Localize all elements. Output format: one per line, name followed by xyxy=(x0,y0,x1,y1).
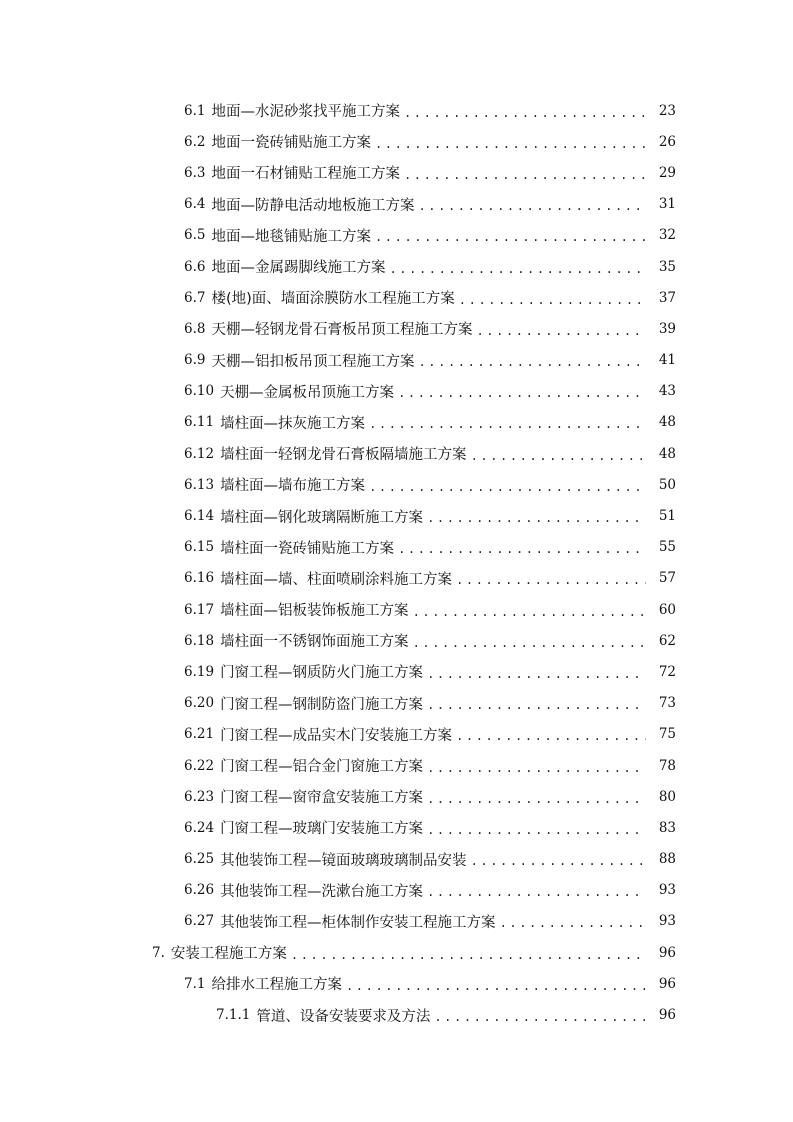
toc-dot-leader xyxy=(418,198,646,214)
toc-entry[interactable] xyxy=(0,345,793,376)
toc-entry-title: 地面—地毯铺贴施工方案 xyxy=(211,228,371,245)
toc-entry-number: 6.7 xyxy=(184,289,206,306)
toc-entry[interactable] xyxy=(0,407,793,438)
toc-dot-leader xyxy=(456,572,646,588)
toc-entry[interactable] xyxy=(0,906,793,937)
toc-dot-leader xyxy=(427,510,646,526)
toc-entry[interactable] xyxy=(0,126,793,157)
toc-dot-leader xyxy=(404,105,646,121)
toc-entry-page-number: 72 xyxy=(658,663,676,680)
toc-entry-number: 6.15 xyxy=(184,539,215,556)
toc-entry-title: 其他装饰工程—镜面玻璃玻璃制品安装 xyxy=(220,852,467,869)
toc-entry-page-number: 83 xyxy=(658,819,676,836)
toc-entry-number: 6.14 xyxy=(184,508,215,525)
toc-entry-page-number: 35 xyxy=(658,258,676,275)
toc-entry-title: 门窗工程—铝合金门窗施工方案 xyxy=(220,759,424,776)
toc-entry[interactable] xyxy=(0,656,793,687)
toc-entry-title: 门窗工程—成品实木门安装施工方案 xyxy=(220,727,453,744)
toc-entry-number: 6.20 xyxy=(184,695,215,712)
toc-entry-number: 7.1 xyxy=(184,975,206,992)
toc-entry-number: 6.25 xyxy=(184,851,215,868)
toc-entry-number: 6.27 xyxy=(184,913,215,930)
toc-entry-title: 其他装饰工程—洗漱台施工方案 xyxy=(220,883,424,900)
toc-entry-title: 墙柱面一不锈钢饰面施工方案 xyxy=(220,634,409,651)
toc-entry-number: 6.10 xyxy=(184,383,215,400)
toc-dot-leader xyxy=(291,947,646,963)
toc-entry-page-number: 50 xyxy=(658,476,676,493)
toc-entry-number: 6.5 xyxy=(184,227,206,244)
toc-entry[interactable] xyxy=(0,875,793,906)
toc-entry-page-number: 73 xyxy=(658,695,676,712)
toc-dot-leader xyxy=(418,354,646,370)
toc-dot-leader xyxy=(369,479,646,495)
toc-entry-number: 6.18 xyxy=(184,632,215,649)
toc-entry-title: 其他装饰工程—柜体制作安装工程施工方案 xyxy=(220,914,496,931)
toc-entry-page-number: 62 xyxy=(658,632,676,649)
toc-entry-page-number: 23 xyxy=(658,102,676,119)
toc-dot-leader xyxy=(427,697,646,713)
toc-entry-number: 6.12 xyxy=(184,445,215,462)
toc-entry-number: 6.22 xyxy=(184,757,215,774)
toc-entry[interactable] xyxy=(0,282,793,313)
toc-entry[interactable] xyxy=(0,95,793,126)
toc-entry[interactable] xyxy=(0,438,793,469)
toc-entry-title: 墙柱面一瓷砖铺贴施工方案 xyxy=(220,540,395,557)
toc-entry-page-number: 60 xyxy=(658,601,676,618)
toc-entry-page-number: 51 xyxy=(658,508,676,525)
toc-dot-leader xyxy=(398,385,646,401)
toc-entry[interactable] xyxy=(0,812,793,843)
toc-entry-title: 地面—金属踢脚线施工方案 xyxy=(211,260,386,277)
toc-entry[interactable] xyxy=(0,688,793,719)
toc-entry-number: 6.17 xyxy=(184,601,215,618)
toc-entry-page-number: 29 xyxy=(658,164,676,181)
toc-entry-title: 门窗工程—窗帘盒安装施工方案 xyxy=(220,790,424,807)
toc-entry[interactable] xyxy=(0,220,793,251)
toc-entry-title: 地面—水泥砂浆找平施工方案 xyxy=(211,104,400,121)
toc-entry-title: 墙柱面—钢化玻璃隔断施工方案 xyxy=(220,509,424,526)
toc-entry-title: 墙柱面—墙、柱面喷刷涂料施工方案 xyxy=(220,571,453,588)
toc-entry-title: 管道、设备安装要求及方法 xyxy=(256,1008,431,1025)
toc-dot-leader xyxy=(427,666,646,682)
toc-entry-number: 6.23 xyxy=(184,788,215,805)
toc-entry-page-number: 55 xyxy=(658,539,676,556)
toc-entry-number: 6.19 xyxy=(184,663,215,680)
toc-entry[interactable] xyxy=(0,251,793,282)
toc-entry-page-number: 93 xyxy=(658,913,676,930)
toc-entry[interactable] xyxy=(0,968,793,999)
toc-entry-number: 6.13 xyxy=(184,476,215,493)
toc-entry[interactable] xyxy=(0,625,793,656)
toc-entry-number: 7.1.1 xyxy=(216,1007,251,1024)
toc-entry-page-number: 96 xyxy=(658,944,676,961)
toc-dot-leader xyxy=(434,1009,646,1025)
toc-entry[interactable] xyxy=(0,313,793,344)
toc-entry[interactable] xyxy=(0,189,793,220)
toc-dot-leader xyxy=(404,167,646,183)
toc-entry-number: 6.24 xyxy=(184,819,215,836)
toc-entry-number: 6.16 xyxy=(184,570,215,587)
toc-entry-number: 6.3 xyxy=(184,164,206,181)
toc-entry-page-number: 78 xyxy=(658,757,676,774)
toc-dot-leader xyxy=(375,136,646,152)
toc-entry-title: 墙柱面一轻钢龙骨石膏板隔墙施工方案 xyxy=(220,447,467,464)
toc-entry-title: 天棚—金属板吊顶施工方案 xyxy=(220,384,395,401)
toc-entry-title: 楼(地)面、墙面涂膜防水工程施工方案 xyxy=(211,291,455,308)
toc-entry-page-number: 88 xyxy=(658,851,676,868)
toc-entry[interactable] xyxy=(0,750,793,781)
toc-entry-page-number: 75 xyxy=(658,726,676,743)
toc-entry-page-number: 41 xyxy=(658,352,676,369)
toc-dot-leader xyxy=(427,791,646,807)
toc-entry-title: 门窗工程—钢质防火门施工方案 xyxy=(220,665,424,682)
toc-entry-page-number: 96 xyxy=(658,1007,676,1024)
toc-entry-page-number: 96 xyxy=(658,975,676,992)
toc-entry-title: 安装工程施工方案 xyxy=(170,946,287,963)
toc-entry[interactable] xyxy=(0,844,793,875)
toc-entry-number: 6.8 xyxy=(184,320,206,337)
toc-entry[interactable] xyxy=(0,532,793,563)
toc-dot-leader xyxy=(398,541,646,557)
toc-dot-leader xyxy=(369,416,646,432)
toc-entry-number: 6.1 xyxy=(184,102,206,119)
toc-entry[interactable] xyxy=(0,500,793,531)
toc-entry-number: 6.26 xyxy=(184,882,215,899)
toc-entry-page-number: 39 xyxy=(658,320,676,337)
toc-entry-page-number: 48 xyxy=(658,414,676,431)
toc-dot-leader xyxy=(413,604,646,620)
toc-entry-page-number: 26 xyxy=(658,133,676,150)
toc-entry[interactable] xyxy=(0,469,793,500)
toc-dot-leader xyxy=(471,448,646,464)
toc-dot-leader xyxy=(346,978,646,994)
toc-entry[interactable] xyxy=(0,937,793,968)
toc-entry-title: 地面—防静电活动地板施工方案 xyxy=(211,197,415,214)
toc-entry-title: 墙柱面—抹灰施工方案 xyxy=(220,415,366,432)
toc-entry[interactable] xyxy=(0,563,793,594)
toc-entry-number: 6.9 xyxy=(184,352,206,369)
toc-dot-leader xyxy=(500,915,646,931)
toc-dot-leader xyxy=(476,323,646,339)
toc-entry[interactable] xyxy=(0,719,793,750)
toc-entry-number: 6.21 xyxy=(184,726,215,743)
toc-dot-leader xyxy=(427,884,646,900)
toc-entry-page-number: 48 xyxy=(658,445,676,462)
toc-dot-leader xyxy=(389,261,646,277)
toc-dot-leader xyxy=(427,760,646,776)
toc-entry-number: 6.4 xyxy=(184,196,206,213)
toc-entry-page-number: 93 xyxy=(658,882,676,899)
toc-dot-leader xyxy=(459,292,646,308)
toc-entry-title: 墙柱面—墙布施工方案 xyxy=(220,478,366,495)
toc-entry-title: 墙柱面—铝板装饰板施工方案 xyxy=(220,603,409,620)
toc-entry-title: 给排水工程施工方案 xyxy=(211,977,342,994)
toc-dot-leader xyxy=(413,635,646,651)
toc-entry-title: 门窗工程—钢制防盗门施工方案 xyxy=(220,696,424,713)
toc-entry-title: 地面一石材铺贴工程施工方案 xyxy=(211,166,400,183)
toc-entry-page-number: 31 xyxy=(658,196,676,213)
toc-dot-leader xyxy=(427,822,646,838)
toc-entry[interactable] xyxy=(0,594,793,625)
toc-entry-title: 天棚—轻钢龙骨石膏板吊顶工程施工方案 xyxy=(211,322,473,339)
toc-entry-page-number: 43 xyxy=(658,383,676,400)
toc-entry-title: 天棚—铝扣板吊顶工程施工方案 xyxy=(211,353,415,370)
toc-dot-leader xyxy=(375,229,646,245)
toc-entry[interactable] xyxy=(0,999,793,1030)
toc-dot-leader xyxy=(456,728,646,744)
toc-entry-title: 门窗工程—玻璃门安装施工方案 xyxy=(220,821,424,838)
toc-entry-page-number: 57 xyxy=(658,570,676,587)
toc-entry-title: 地面一瓷砖铺贴施工方案 xyxy=(211,135,371,152)
toc-entry-number: 7. xyxy=(152,944,165,961)
toc-entry-page-number: 32 xyxy=(658,227,676,244)
table-of-contents xyxy=(0,95,793,1031)
toc-entry-number: 6.11 xyxy=(184,414,215,431)
toc-entry-number: 6.6 xyxy=(184,258,206,275)
toc-entry[interactable] xyxy=(0,781,793,812)
toc-dot-leader xyxy=(471,853,646,869)
toc-entry-number: 6.2 xyxy=(184,133,206,150)
toc-entry[interactable] xyxy=(0,157,793,188)
toc-entry-page-number: 80 xyxy=(658,788,676,805)
toc-entry-page-number: 37 xyxy=(658,289,676,306)
toc-entry[interactable] xyxy=(0,376,793,407)
